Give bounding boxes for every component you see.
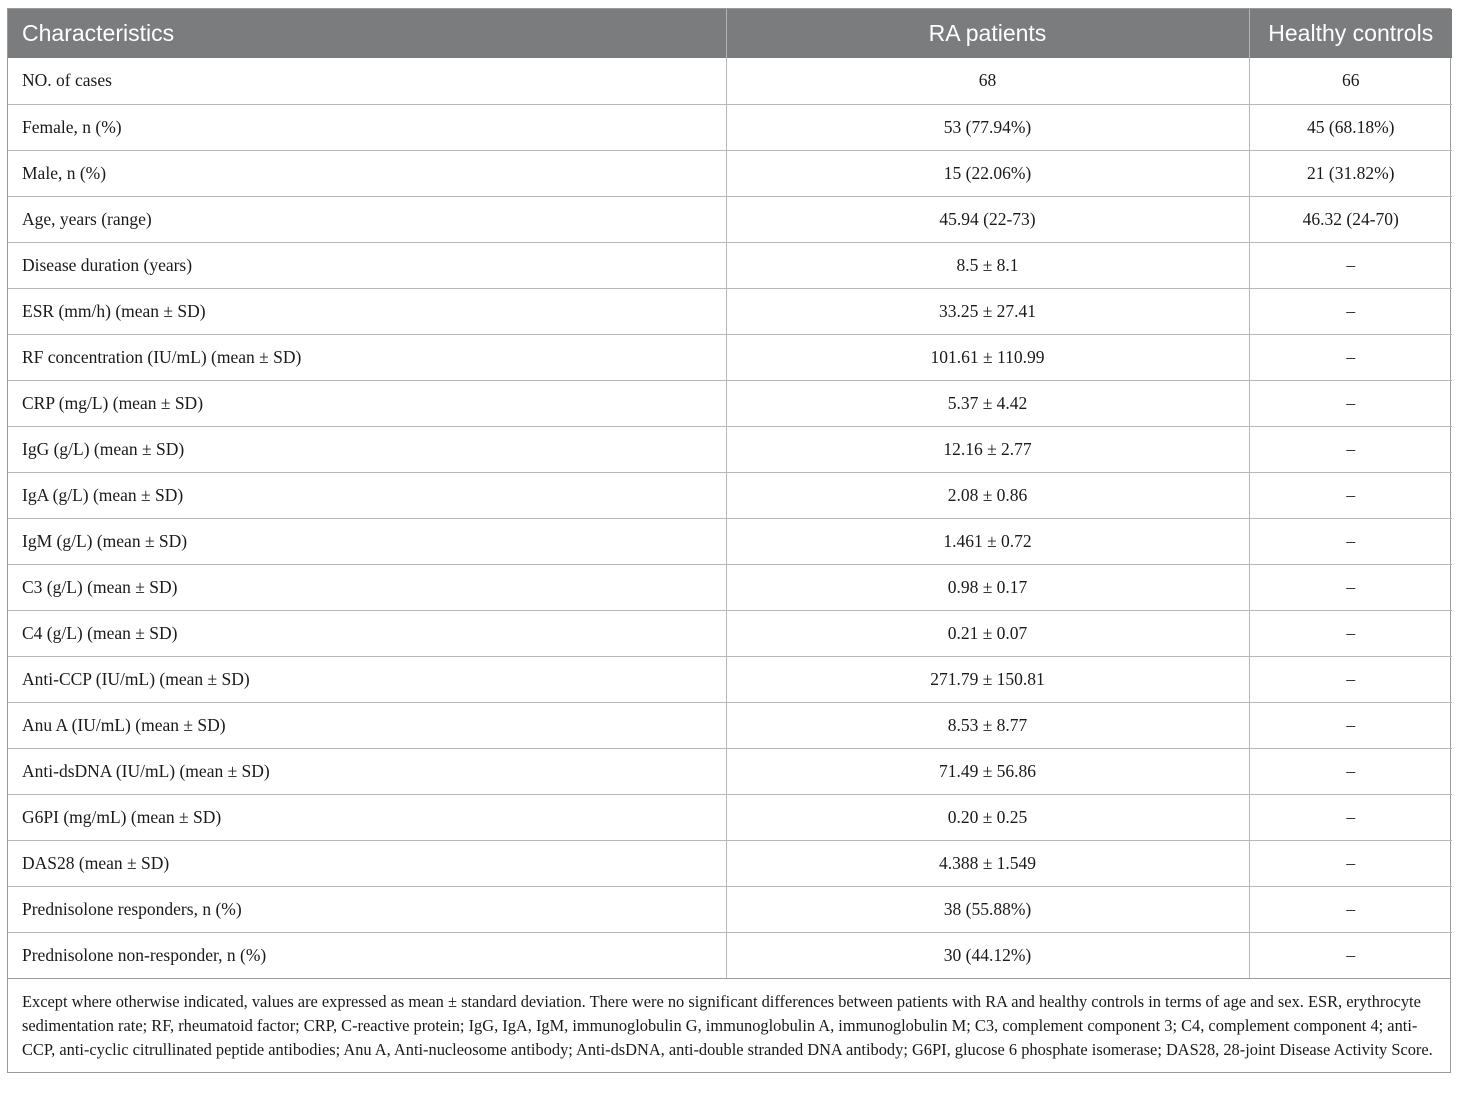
table-row — [8, 104, 1452, 150]
ra-patients-cell: 0.98 ± 0.17 — [726, 564, 1249, 610]
table-row — [8, 472, 1452, 518]
table-row — [8, 702, 1452, 748]
row-label-cell: Male, n (%) — [8, 150, 726, 196]
ra-patients-cell: 12.16 ± 2.77 — [726, 426, 1249, 472]
ra-patients-cell: 15 (22.06%) — [726, 150, 1249, 196]
header-row — [8, 9, 1452, 58]
ra-patients-cell: 8.5 ± 8.1 — [726, 242, 1249, 288]
ra-patients-cell: 271.79 ± 150.81 — [726, 656, 1249, 702]
table-row — [8, 334, 1452, 380]
healthy-controls-cell: – — [1249, 334, 1452, 380]
ra-patients-cell: 33.25 ± 27.41 — [726, 288, 1249, 334]
row-label-cell: Anti-dsDNA (IU/mL) (mean ± SD) — [8, 748, 726, 794]
table-row — [8, 564, 1452, 610]
row-label-cell: Disease duration (years) — [8, 242, 726, 288]
healthy-controls-cell: – — [1249, 518, 1452, 564]
healthy-controls-cell: – — [1249, 886, 1452, 932]
ra-patients-cell: 1.461 ± 0.72 — [726, 518, 1249, 564]
row-label-cell: CRP (mg/L) (mean ± SD) — [8, 380, 726, 426]
healthy-controls-cell: – — [1249, 932, 1452, 978]
healthy-controls-cell: 66 — [1342, 70, 1360, 91]
row-label-cell: IgM (g/L) (mean ± SD) — [8, 518, 726, 564]
ra-patients-cell: 0.21 ± 0.07 — [726, 610, 1249, 656]
row-label-cell: C4 (g/L) (mean ± SD) — [8, 610, 726, 656]
healthy-controls-cell: 46.32 (24-70) — [1249, 196, 1452, 242]
table-row — [8, 886, 1452, 932]
row-label-cell: IgG (g/L) (mean ± SD) — [8, 426, 726, 472]
healthy-controls-cell: – — [1249, 656, 1452, 702]
table-row — [8, 426, 1452, 472]
row-label-cell: Female, n (%) — [8, 104, 726, 150]
table-row — [8, 242, 1452, 288]
healthy-controls-cell: – — [1249, 426, 1452, 472]
footnote-text: Except where otherwise indicated, values are expressed as mean ± standard deviation. There were no significant differences between patients with RA and healthy controls in terms of age and sex. ESR, erythrocyte sedimentation rate; RF, rheumatoid factor; CRP, C-reactive protein; IgG, IgA, IgM, immunoglobulin G, immunoglobulin A, immunoglobulin M; C3, complement component 3; C4, complement component 4; anti-CCP, anti-cyclic citrullinated peptide antibodies; Anu A, Anti-nucleosome antibody; Anti-dsDNA, anti-double stranded DNA antibody; G6PI, glucose 6 phosphate isomerase; DAS28, 28-joint Disease Activity Score. — [22, 992, 1433, 1059]
ra-patients-cell: 8.53 ± 8.77 — [726, 702, 1249, 748]
row-label-cell: G6PI (mg/mL) (mean ± SD) — [8, 794, 726, 840]
ra-patients-cell: 5.37 ± 4.42 — [726, 380, 1249, 426]
table-row — [8, 150, 1452, 196]
column-header-ra-patients: RA patients — [726, 9, 1249, 58]
row-label-cell: C3 (g/L) (mean ± SD) — [8, 564, 726, 610]
ra-patients-cell: 71.49 ± 56.86 — [726, 748, 1249, 794]
column-header-characteristics: Characteristics — [8, 9, 726, 58]
healthy-controls-cell: – — [1249, 748, 1452, 794]
table-footnote — [8, 978, 1450, 1072]
table-row — [8, 794, 1452, 840]
healthy-controls-cell: – — [1249, 242, 1452, 288]
healthy-controls-cell: – — [1249, 702, 1452, 748]
row-label-cell: RF concentration (IU/mL) (mean ± SD) — [8, 334, 726, 380]
row-label-cell: Anti-CCP (IU/mL) (mean ± SD) — [8, 656, 726, 702]
table-row — [8, 196, 1452, 242]
table-row — [8, 380, 1452, 426]
ra-patients-cell: 68 — [726, 58, 1249, 104]
row-label-cell: Age, years (range) — [8, 196, 726, 242]
table-row — [8, 610, 1452, 656]
table-row — [8, 518, 1452, 564]
ra-patients-cell: 45.94 (22-73) — [726, 196, 1249, 242]
table-row — [8, 288, 1452, 334]
ra-patients-cell: 2.08 ± 0.86 — [726, 472, 1249, 518]
table-header — [8, 9, 1452, 58]
ra-patients-cell: 4.388 ± 1.549 — [726, 840, 1249, 886]
row-label-cell: IgA (g/L) (mean ± SD) — [8, 472, 726, 518]
table-body — [8, 58, 1452, 978]
row-label-cell: NO. of cases — [8, 58, 726, 104]
characteristics-table-container — [7, 8, 1451, 1073]
row-label-cell: DAS28 (mean ± SD) — [8, 840, 726, 886]
healthy-controls-cell: 45 (68.18%) — [1249, 104, 1452, 150]
healthy-controls-cell: – — [1249, 840, 1452, 886]
row-label-cell: Prednisolone non-responder, n (%) — [8, 932, 726, 978]
characteristics-table — [8, 9, 1452, 978]
table-row — [8, 656, 1452, 702]
table-row — [8, 932, 1452, 978]
ra-patients-cell: 0.20 ± 0.25 — [726, 794, 1249, 840]
healthy-controls-cell: – — [1249, 794, 1452, 840]
row-label-cell: Prednisolone responders, n (%) — [8, 886, 726, 932]
ra-patients-cell: 38 (55.88%) — [726, 886, 1249, 932]
table-row — [8, 840, 1452, 886]
ra-patients-cell: 101.61 ± 110.99 — [726, 334, 1249, 380]
ra-patients-cell: 30 (44.12%) — [726, 932, 1249, 978]
healthy-controls-cell: – — [1249, 610, 1452, 656]
ra-patients-cell: 53 (77.94%) — [726, 104, 1249, 150]
column-header-healthy-controls: Healthy controls — [1249, 9, 1452, 58]
row-label-cell: Anu A (IU/mL) (mean ± SD) — [8, 702, 726, 748]
healthy-controls-cell: – — [1249, 288, 1452, 334]
table-row — [8, 58, 1452, 104]
healthy-controls-cell: – — [1249, 380, 1452, 426]
healthy-controls-cell: – — [1249, 564, 1452, 610]
row-label-cell: ESR (mm/h) (mean ± SD) — [8, 288, 726, 334]
healthy-controls-cell: 21 (31.82%) — [1249, 150, 1452, 196]
healthy-controls-cell: – — [1249, 472, 1452, 518]
table-row — [8, 748, 1452, 794]
